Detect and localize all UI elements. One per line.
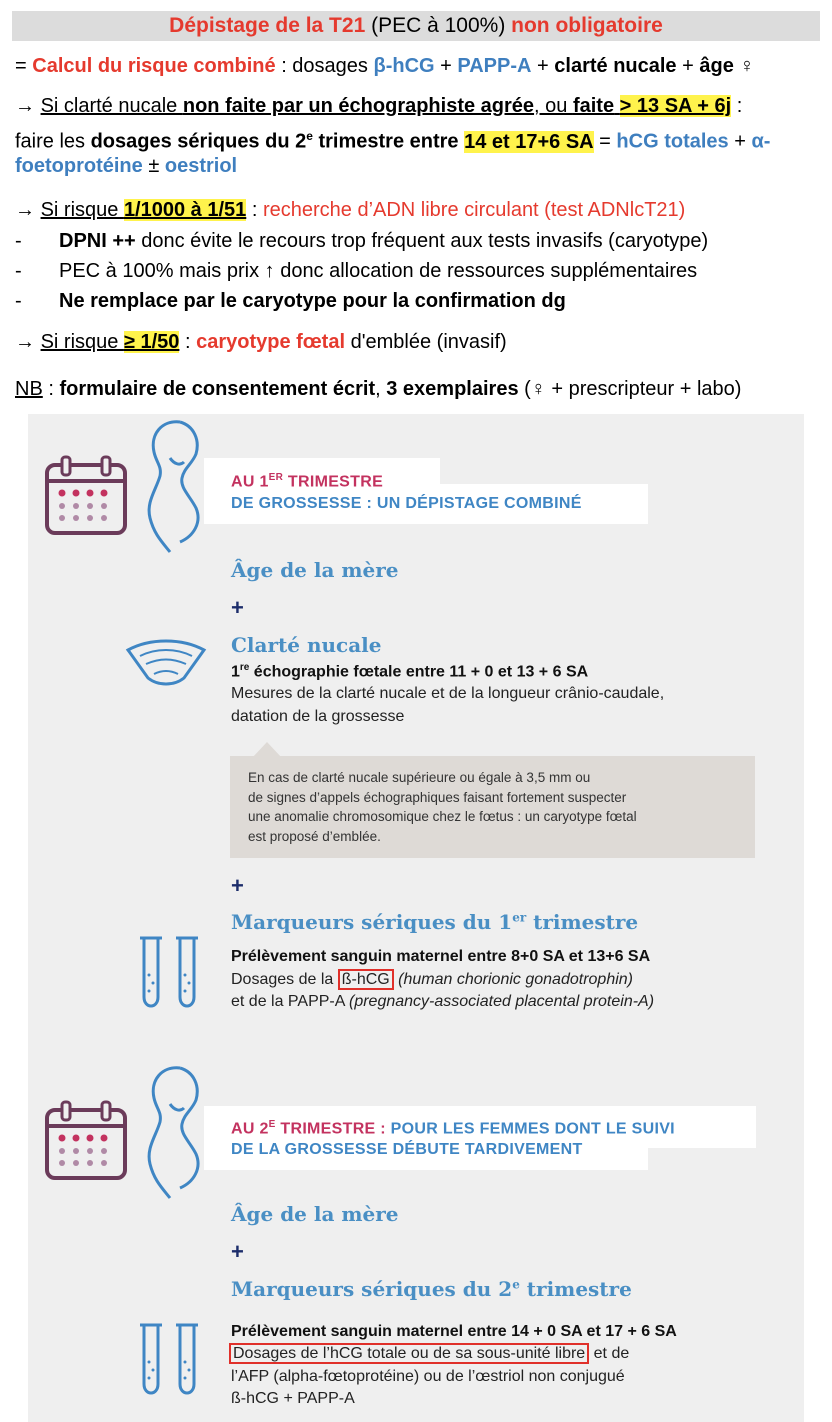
note-box xyxy=(230,756,755,858)
caryotype-rest: d'emblée (invasif) xyxy=(345,331,507,353)
foeto-line xyxy=(15,153,237,179)
sa-threshold: > 13 SA + 6j xyxy=(619,95,732,117)
dosages-2 xyxy=(229,1345,629,1363)
t2-sup: E xyxy=(268,1119,276,1130)
nb-label: NB xyxy=(15,378,43,400)
eq: = xyxy=(593,130,617,153)
t1-header-blue: DE GROSSESSE : UN DÉPISTAGE COMBINÉ xyxy=(231,495,582,512)
faire-les: faire les xyxy=(15,130,91,153)
clarte-nucale: clarté nucale xyxy=(554,55,677,77)
plus-icon: + xyxy=(231,873,244,898)
plus: + xyxy=(434,55,458,77)
faite: faite xyxy=(572,95,615,117)
pregnant-woman-icon xyxy=(140,418,210,556)
dos1-d: (pregnancy-associated placental protein-A) xyxy=(349,993,655,1010)
t2-blue-a: POUR LES FEMMES DONT LE SUIVI xyxy=(385,1120,675,1138)
plus-icon: + xyxy=(231,595,244,620)
age-mere-2: Âge de la mère xyxy=(231,1202,399,1226)
caryotype-foetal: caryotype fœtal xyxy=(196,331,346,353)
t2-trimestre: TRIMESTRE : xyxy=(275,1120,386,1138)
bullet-bold: DPNI ++ xyxy=(59,230,136,252)
risk-adn-line xyxy=(15,197,685,223)
page-title xyxy=(12,11,820,41)
dos1-b: (human chorionic gonadotrophin) xyxy=(393,971,633,988)
markers1-b: trimestre xyxy=(526,910,639,934)
clarte-condition-line xyxy=(15,93,742,119)
echo-bold xyxy=(231,662,588,681)
age: âge ♀ xyxy=(699,55,755,77)
trimestre-entre: trimestre entre xyxy=(312,130,465,153)
risk-range: 1/1000 à 1/51 xyxy=(123,199,247,221)
dos1-c: et de la PAPP-A xyxy=(231,993,349,1010)
bullet-text: donc évite le recours trop fréquent aux tests invasifs (caryotype) xyxy=(135,230,709,252)
non-faite: non faite par un échographiste agrée xyxy=(182,95,535,117)
plus: + xyxy=(676,55,700,77)
markers1-sup: er xyxy=(512,910,527,925)
age-mere-1: Âge de la mère xyxy=(231,558,399,582)
dosages-2b: l’AFP (alpha-fœtoprotéine) ou de l’œstriol non conjugué xyxy=(231,1368,625,1385)
colon: : xyxy=(179,331,197,353)
eq-sign: = xyxy=(15,55,33,77)
t2-header-line1 xyxy=(231,1119,675,1138)
bhcg: β-hCG xyxy=(373,55,435,77)
note-line: de signes d’appels échographiques faisant fortement suspecter xyxy=(248,790,627,805)
dash: - xyxy=(15,230,22,252)
t1-sup: ER xyxy=(268,472,284,483)
plus: + xyxy=(728,130,752,153)
si-risque: Si risque xyxy=(40,199,124,221)
markers-1-title xyxy=(231,910,638,934)
nb-rest: (♀ + prescripteur + labo) xyxy=(518,378,742,400)
dosages-1 xyxy=(231,971,633,989)
calendar-icon xyxy=(44,455,128,537)
hcg-highlight: Dosages de l’hCG totale ou de sa sous-unité libre xyxy=(229,1343,589,1364)
markers2-a: Marqueurs sériques du 2 xyxy=(231,1277,513,1301)
space xyxy=(614,95,620,117)
clarte-title: Clarté nucale xyxy=(231,633,382,657)
plus-icon: + xyxy=(231,1239,244,1264)
comma: , xyxy=(375,378,387,400)
sup-e: e xyxy=(306,129,313,143)
bullet-bold: Ne remplace par le caryotype pour la confirmation dg xyxy=(59,290,566,312)
note-line: une anomalie chromosomique chez le fœtus : un caryotype fœtal xyxy=(248,809,637,824)
dosages-line xyxy=(15,123,770,155)
colon: : xyxy=(731,95,743,117)
adn-libre: recherche d’ADN libre circulant (test ADNlcT21) xyxy=(262,199,686,221)
ultrasound-icon xyxy=(124,630,208,694)
bhcg-highlight: ß-hCG xyxy=(338,969,394,990)
arrow-icon: → xyxy=(15,199,41,221)
t1-header-red xyxy=(231,472,383,491)
hcg-totales: hCG totales xyxy=(616,130,729,153)
title-non-obligatoire: non obligatoire xyxy=(511,14,663,37)
nb-line xyxy=(15,376,741,402)
echo-sup: re xyxy=(239,662,250,673)
dosages-seriques: dosages sériques du 2 xyxy=(90,130,307,153)
dosages-1b xyxy=(231,993,654,1011)
t1-au: AU 1 xyxy=(231,473,269,491)
title-main: Dépistage de la T21 xyxy=(169,14,366,37)
dash: - xyxy=(15,290,22,312)
plus-minus: ± xyxy=(142,155,165,177)
note-line: En cas de clarté nucale supérieure ou égale à 3,5 mm ou xyxy=(248,770,591,785)
oestriol: oestriol xyxy=(164,155,238,177)
markers1-a: Marqueurs sériques du 1 xyxy=(231,910,513,934)
prelevement-1: Prélèvement sanguin maternel entre 8+0 SA et 13+6 SA xyxy=(231,948,651,965)
pregnant-woman-icon xyxy=(140,1064,210,1202)
dosages-label: : dosages xyxy=(275,55,374,77)
echo-line-1: Mesures de la clarté nucale et de la longueur crânio-caudale, xyxy=(231,685,665,702)
t1-trimestre: TRIMESTRE xyxy=(283,473,384,491)
dos2-a: et de xyxy=(589,1345,630,1362)
title-pec: (PEC à 100%) xyxy=(365,14,512,37)
markers2-b: trimestre xyxy=(519,1277,632,1301)
risk-caryotype-line xyxy=(15,329,507,355)
pappa: PAPP-A xyxy=(457,55,532,77)
test-tubes-icon xyxy=(136,935,202,1011)
dos1-a: Dosages de la xyxy=(231,971,338,988)
alpha: α- xyxy=(751,130,771,153)
si-risque: Si risque xyxy=(40,331,124,353)
dosages-2c: ß-hCG + PAPP-A xyxy=(231,1390,355,1407)
formulaire: formulaire de consentement écrit xyxy=(59,378,376,400)
echo-line-2: datation de la grossesse xyxy=(231,708,405,725)
ou: , ou xyxy=(534,95,573,117)
note-line: est proposé d’emblée. xyxy=(248,829,381,844)
echo-rest: échographie fœtale entre 11 + 0 et 13 + 6 SA xyxy=(249,663,589,681)
calc-risk: Calcul du risque combiné xyxy=(32,55,276,77)
t2-header-line2: DE LA GROSSESSE DÉBUTE TARDIVEMENT xyxy=(231,1141,583,1158)
arrow-icon: → xyxy=(15,95,41,117)
t2-au: AU 2 xyxy=(231,1120,269,1138)
echo-1: 1 xyxy=(231,663,240,681)
si-clarte: Si clarté nucale xyxy=(40,95,183,117)
foetoproteine: foetoprotéine xyxy=(15,155,143,177)
colon: : xyxy=(42,378,60,400)
combined-risk-line xyxy=(15,53,754,79)
bullet-text: PEC à 100% mais prix ↑ donc allocation de ressources supplémentaires xyxy=(59,260,698,282)
calendar-icon xyxy=(44,1100,128,1182)
colon: : xyxy=(246,199,263,221)
risk-threshold: ≥ 1/50 xyxy=(123,331,180,353)
prelevement-2: Prélèvement sanguin maternel entre 14 + 0 SA et 17 + 6 SA xyxy=(231,1323,677,1340)
dash: - xyxy=(15,260,22,282)
sa-range: 14 et 17+6 SA xyxy=(464,130,594,153)
exemplaires: 3 exemplaires xyxy=(386,378,519,400)
test-tubes-icon xyxy=(136,1322,202,1398)
arrow-icon: → xyxy=(15,331,41,353)
markers2-sup: e xyxy=(512,1277,520,1292)
plus: + xyxy=(531,55,555,77)
markers-2-title xyxy=(231,1277,632,1301)
